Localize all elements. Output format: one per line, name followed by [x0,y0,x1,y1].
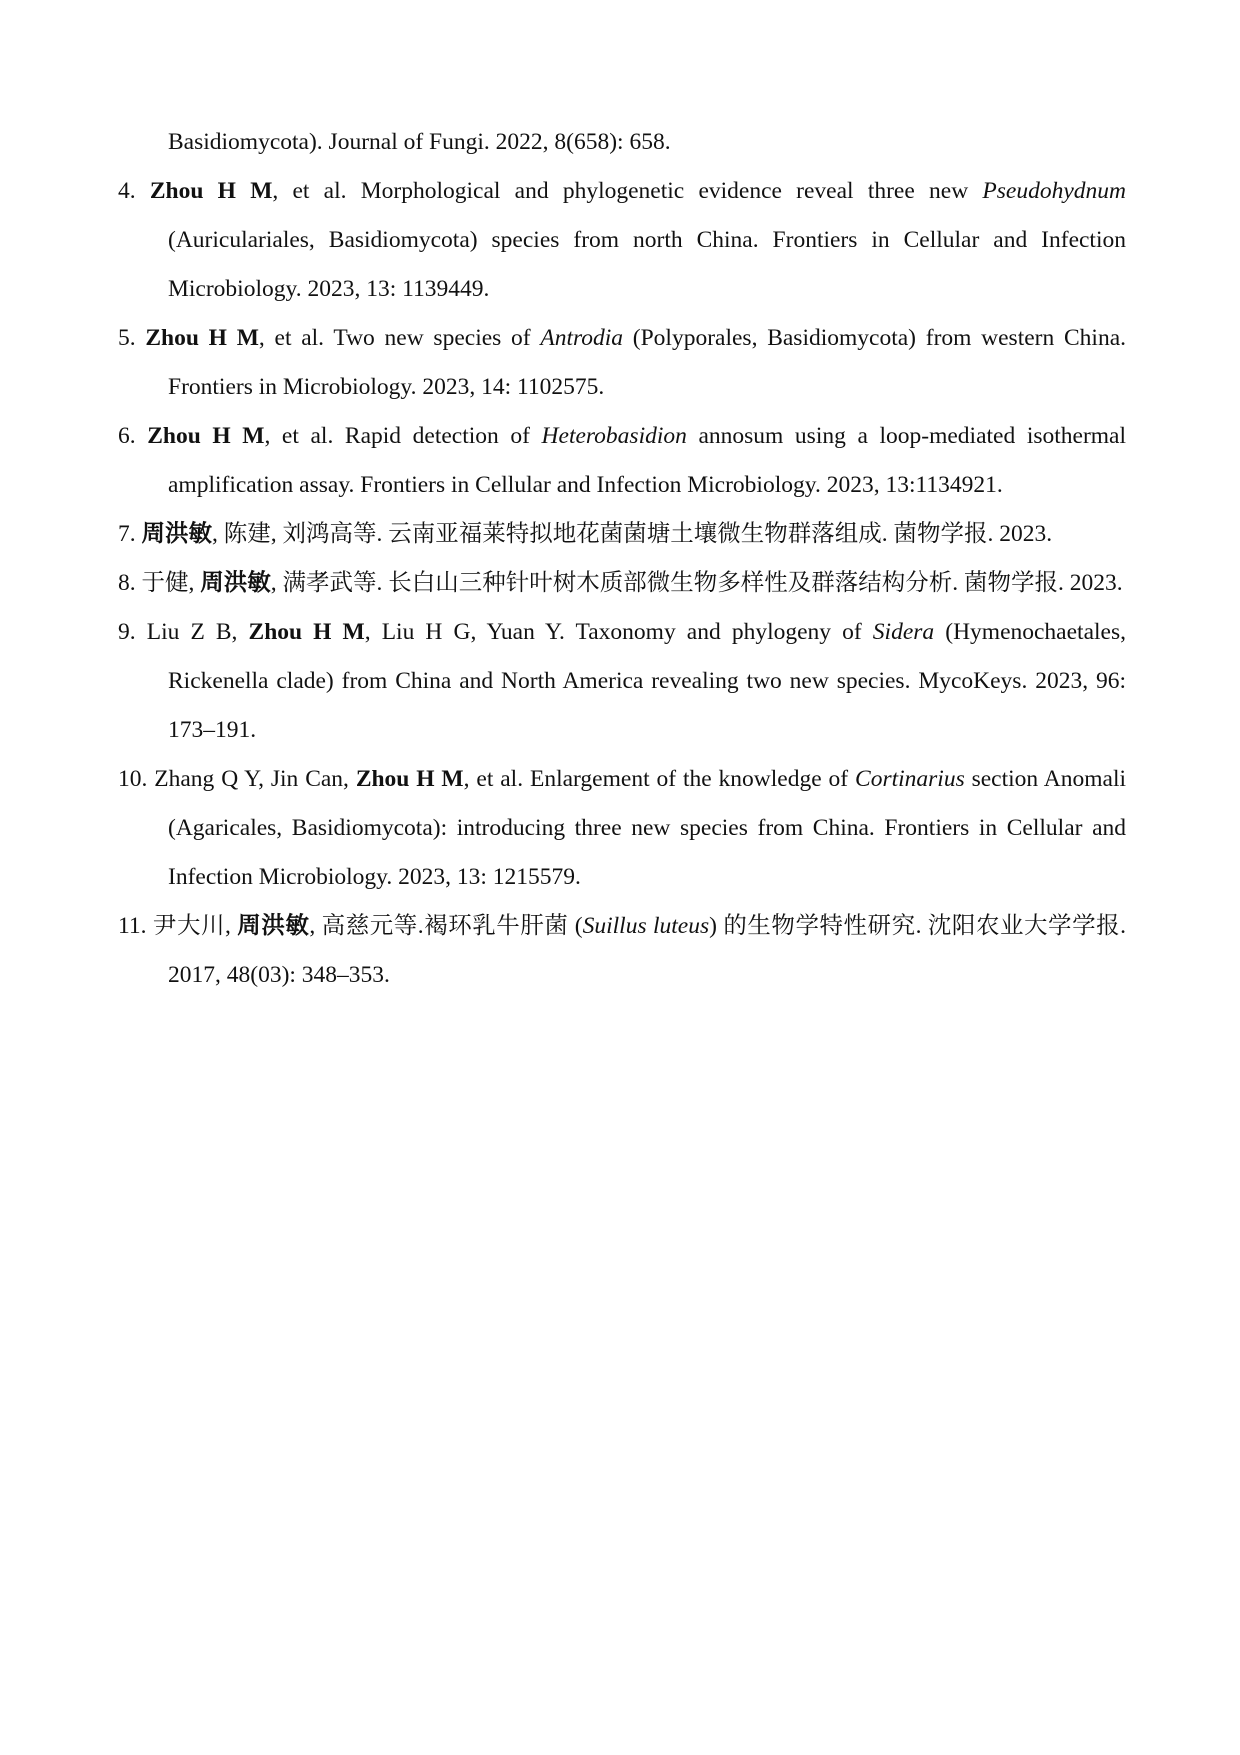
taxon-name: Heterobasidion [541,423,687,449]
author-highlight: Zhou H M [355,766,464,792]
author-highlight: 周洪敏 [237,913,310,939]
reference-number: 11. [118,913,147,939]
reference-text: ) 的生物学特性研究. 沈阳农业大学学报. 2017, 48(03): 348–353. [168,913,1127,988]
reference-text: (Polyporales, Basidiomycota) from western China. Frontiers in Microbiology. 2023, 14: 1102575. [168,325,1126,400]
reference-text: , et al. Morphological and phylogenetic evidence reveal three new [272,178,983,204]
reference-item [118,559,1126,608]
author-highlight: Zhou H M [149,178,273,204]
reference-text: Liu Z B, [146,619,249,645]
reference-item [118,314,1126,412]
reference-text: (Hymenochaetales, Rickenella clade) from China and North America revealing two new species. MycoKeys. 2023, 96: 173–191. [168,619,1126,743]
author-highlight: 周洪敏 [141,521,212,547]
reference-number: 8. [118,570,136,596]
reference-item [118,608,1126,755]
reference-list [118,118,1126,1000]
author-highlight: Zhou H M [145,325,259,351]
reference-number: 9. [118,619,136,645]
reference-text: 尹大川, [152,913,238,939]
taxon-name: Sidera [872,619,935,645]
reference-text: , et al. Two new species of [258,325,541,351]
reference-text: , 陈建, 刘鸿高等. 云南亚福莱特拟地花菌菌塘土壤微生物群落组成. 菌物学报. 2023. [212,521,1053,547]
reference-text: Basidiomycota). Journal of Fungi. 2022, 8(658): 658. [168,129,671,155]
reference-text: annosum using a loop-mediated isothermal amplification assay. Frontiers in Cellular and Infection Microbiology. 2023, 13:1134921. [168,423,1127,498]
reference-text: 于健, [141,570,201,596]
reference-item [118,510,1126,559]
reference-item [118,902,1126,1000]
reference-number: 5. [118,325,136,351]
reference-text: , 满孝武等. 长白山三种针叶树木质部微生物多样性及群落结构分析. 菌物学报. 2023. [270,570,1123,596]
reference-item [118,412,1126,510]
reference-text: section Anomali (Agaricales, Basidiomycota): introducing three new species from China. Frontiers in Cellular and Infection Microbiology. 2023, 13: 1215579. [168,766,1127,890]
reference-text: , et al. Enlargement of the knowledge of [463,766,856,792]
taxon-name: Antrodia [540,325,624,351]
reference-number: 4. [118,178,136,204]
taxon-name: Cortinarius [855,766,965,792]
reference-text: (Auriculariales, Basidiomycota) species from north China. Frontiers in Cellular and Infection Microbiology. 2023, 13: 1139449. [168,227,1126,302]
reference-number: 7. [118,521,136,547]
author-highlight: Zhou H M [248,619,365,645]
reference-item [118,755,1126,902]
taxon-name: Suillus luteus [582,913,710,939]
reference-text: , et al. Rapid detection of [264,423,542,449]
reference-number: 10. [118,766,148,792]
reference-text: , 高慈元等.褐环乳牛肝菌 ( [309,913,583,939]
reference-number: 6. [118,423,136,449]
author-highlight: Zhou H M [147,423,265,449]
reference-item-continued [118,118,1126,167]
author-highlight: 周洪敏 [200,570,271,596]
taxon-name: Pseudohydnum [982,178,1126,204]
reference-text: Zhang Q Y, Jin Can, [154,766,356,792]
reference-text: , Liu H G, Yuan Y. Taxonomy and phylogeny of [364,619,873,645]
reference-item [118,167,1126,314]
